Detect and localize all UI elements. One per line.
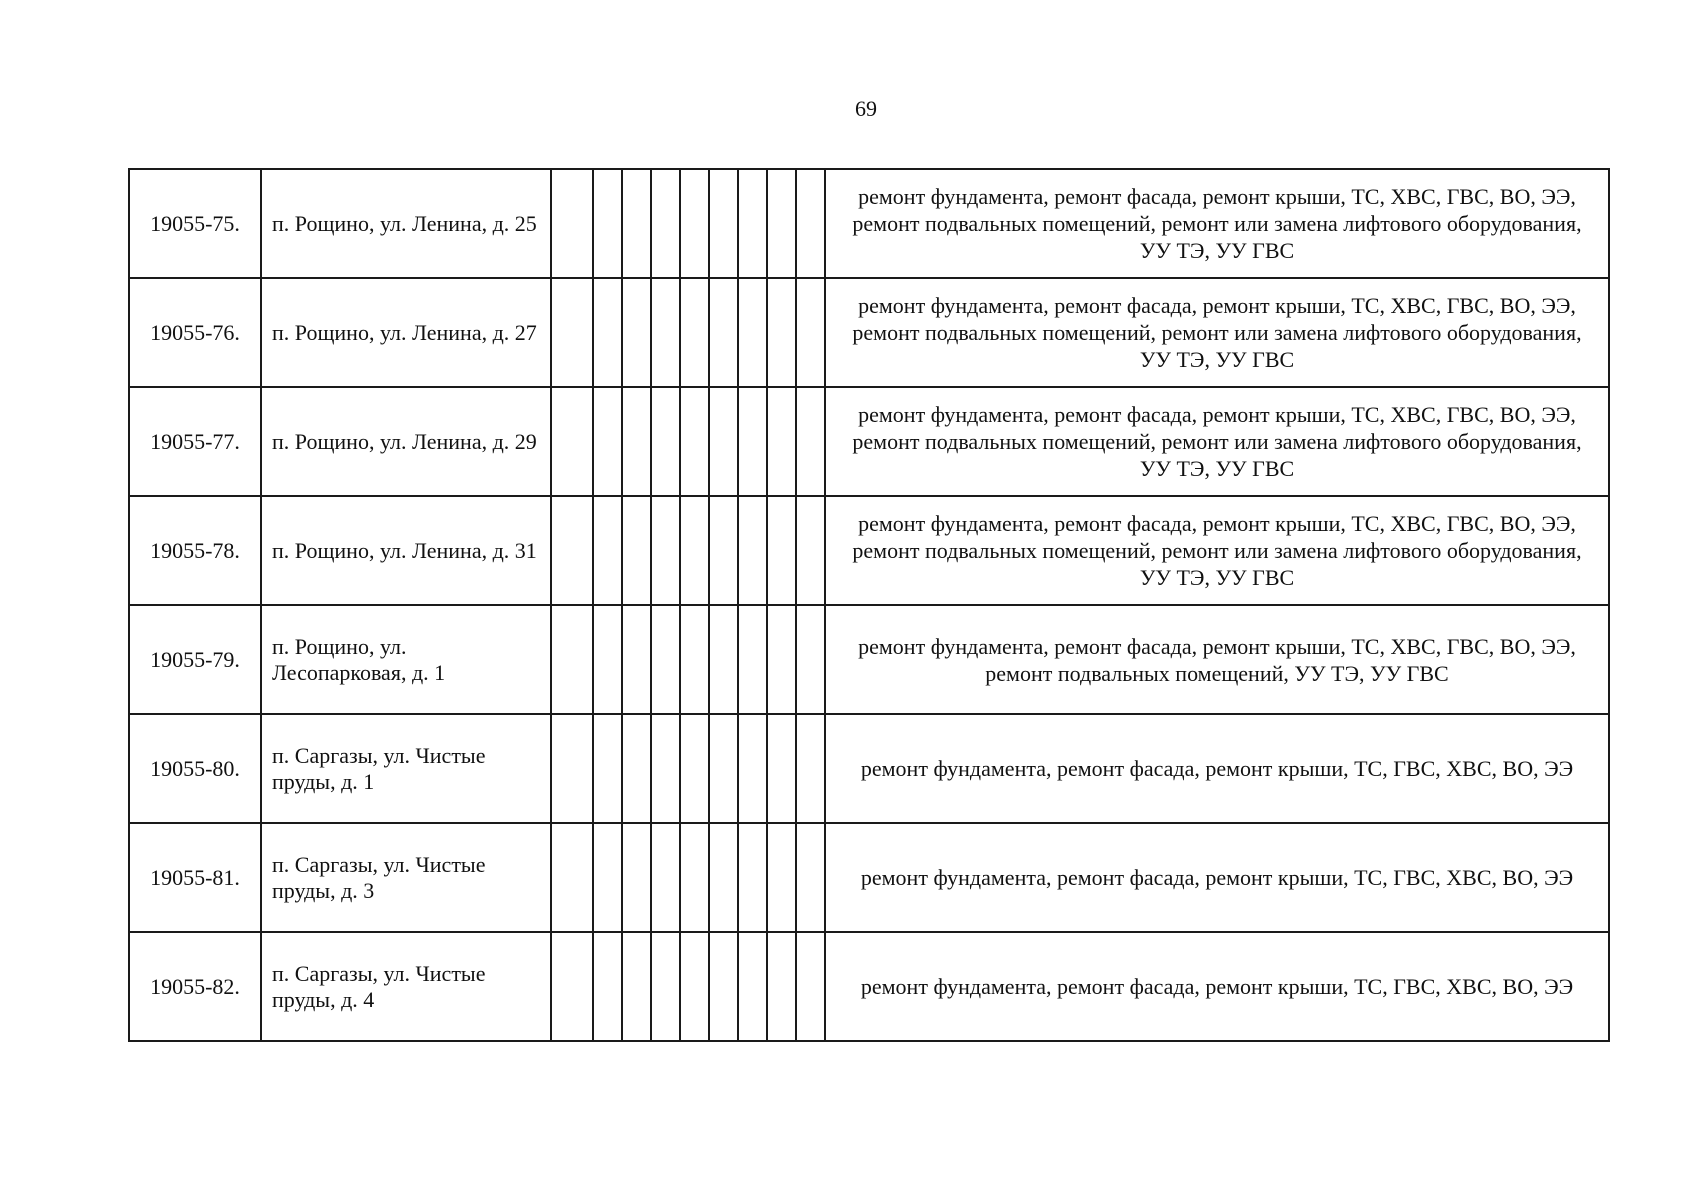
empty-cell xyxy=(651,932,680,1041)
empty-cell xyxy=(680,496,709,605)
empty-cell xyxy=(551,169,593,278)
empty-cell xyxy=(738,496,767,605)
empty-cell xyxy=(622,605,651,714)
empty-cell xyxy=(551,932,593,1041)
empty-cell xyxy=(593,169,622,278)
empty-cell xyxy=(680,823,709,932)
empty-cell xyxy=(738,605,767,714)
empty-cell xyxy=(738,823,767,932)
object-number-cell: 19055-79. xyxy=(129,605,261,714)
empty-cell xyxy=(767,823,796,932)
empty-cell xyxy=(738,278,767,387)
empty-cell xyxy=(551,714,593,823)
empty-cell xyxy=(796,932,825,1041)
object-number-cell: 19055-75. xyxy=(129,169,261,278)
empty-cell xyxy=(767,278,796,387)
empty-cell xyxy=(622,278,651,387)
empty-cell xyxy=(551,823,593,932)
empty-cell xyxy=(680,169,709,278)
page-number: 69 xyxy=(855,96,877,121)
empty-cell xyxy=(709,278,738,387)
empty-cell xyxy=(767,932,796,1041)
works-list-cell: ремонт фундамента, ремонт фасада, ремонт крыши, ТС, ХВС, ГВС, ВО, ЭЭ, ремонт подвальных помещений, ремонт или замена лифтового оборудования, УУ ТЭ, УУ ГВС xyxy=(825,278,1609,387)
empty-cell xyxy=(709,823,738,932)
empty-cell xyxy=(551,496,593,605)
address-cell: п. Рощино, ул. Лесопарковая, д. 1 xyxy=(261,605,551,714)
empty-cell xyxy=(593,496,622,605)
object-number-cell: 19055-78. xyxy=(129,496,261,605)
address-cell: п. Рощино, ул. Ленина, д. 31 xyxy=(261,496,551,605)
object-number-cell: 19055-76. xyxy=(129,278,261,387)
empty-cell xyxy=(796,387,825,496)
empty-cell xyxy=(709,605,738,714)
empty-cell xyxy=(796,278,825,387)
address-cell: п. Саргазы, ул. Чистые пруды, д. 4 xyxy=(261,932,551,1041)
empty-cell xyxy=(738,169,767,278)
empty-cell xyxy=(551,605,593,714)
empty-cell xyxy=(622,169,651,278)
empty-cell xyxy=(680,932,709,1041)
address-cell: п. Рощино, ул. Ленина, д. 27 xyxy=(261,278,551,387)
empty-cell xyxy=(767,387,796,496)
empty-cell xyxy=(593,278,622,387)
empty-cell xyxy=(593,823,622,932)
empty-cell xyxy=(796,714,825,823)
works-list-cell: ремонт фундамента, ремонт фасада, ремонт крыши, ТС, ГВС, ХВС, ВО, ЭЭ xyxy=(825,714,1609,823)
object-number-cell: 19055-77. xyxy=(129,387,261,496)
empty-cell xyxy=(651,496,680,605)
empty-cell xyxy=(622,387,651,496)
empty-cell xyxy=(593,932,622,1041)
empty-cell xyxy=(551,387,593,496)
empty-cell xyxy=(680,605,709,714)
works-list-cell: ремонт фундамента, ремонт фасада, ремонт крыши, ТС, ХВС, ГВС, ВО, ЭЭ, ремонт подвальных помещений, ремонт или замена лифтового оборудования, УУ ТЭ, УУ ГВС xyxy=(825,496,1609,605)
object-number-cell: 19055-82. xyxy=(129,932,261,1041)
object-number-cell: 19055-81. xyxy=(129,823,261,932)
empty-cell xyxy=(622,714,651,823)
object-number-cell: 19055-80. xyxy=(129,714,261,823)
empty-cell xyxy=(680,714,709,823)
table-body xyxy=(129,169,1609,1041)
empty-cell xyxy=(738,387,767,496)
empty-cell xyxy=(709,714,738,823)
empty-cell xyxy=(767,169,796,278)
empty-cell xyxy=(709,496,738,605)
table-row xyxy=(129,278,1609,387)
empty-cell xyxy=(651,823,680,932)
address-cell: п. Саргазы, ул. Чистые пруды, д. 3 xyxy=(261,823,551,932)
empty-cell xyxy=(767,605,796,714)
empty-cell xyxy=(796,496,825,605)
table-row xyxy=(129,932,1609,1041)
address-cell: п. Саргазы, ул. Чистые пруды, д. 1 xyxy=(261,714,551,823)
table-row xyxy=(129,605,1609,714)
empty-cell xyxy=(796,605,825,714)
empty-cell xyxy=(622,823,651,932)
empty-cell xyxy=(593,605,622,714)
empty-cell xyxy=(622,496,651,605)
repair-works-table xyxy=(128,168,1610,1042)
table-row xyxy=(129,823,1609,932)
empty-cell xyxy=(738,932,767,1041)
empty-cell xyxy=(651,278,680,387)
table-row xyxy=(129,169,1609,278)
works-list-cell: ремонт фундамента, ремонт фасада, ремонт крыши, ТС, ХВС, ГВС, ВО, ЭЭ, ремонт подвальных помещений, УУ ТЭ, УУ ГВС xyxy=(825,605,1609,714)
address-cell: п. Рощино, ул. Ленина, д. 25 xyxy=(261,169,551,278)
table-row xyxy=(129,496,1609,605)
empty-cell xyxy=(796,823,825,932)
empty-cell xyxy=(622,932,651,1041)
empty-cell xyxy=(551,278,593,387)
works-list-cell: ремонт фундамента, ремонт фасада, ремонт крыши, ТС, ГВС, ХВС, ВО, ЭЭ xyxy=(825,932,1609,1041)
empty-cell xyxy=(796,169,825,278)
empty-cell xyxy=(738,714,767,823)
table-row xyxy=(129,714,1609,823)
works-list-cell: ремонт фундамента, ремонт фасада, ремонт крыши, ТС, ХВС, ГВС, ВО, ЭЭ, ремонт подвальных помещений, ремонт или замена лифтового оборудования, УУ ТЭ, УУ ГВС xyxy=(825,169,1609,278)
works-list-cell: ремонт фундамента, ремонт фасада, ремонт крыши, ТС, ГВС, ХВС, ВО, ЭЭ xyxy=(825,823,1609,932)
empty-cell xyxy=(767,496,796,605)
empty-cell xyxy=(680,387,709,496)
works-list-cell: ремонт фундамента, ремонт фасада, ремонт крыши, ТС, ХВС, ГВС, ВО, ЭЭ, ремонт подвальных помещений, ремонт или замена лифтового оборудования, УУ ТЭ, УУ ГВС xyxy=(825,387,1609,496)
empty-cell xyxy=(651,169,680,278)
empty-cell xyxy=(593,387,622,496)
empty-cell xyxy=(709,932,738,1041)
empty-cell xyxy=(593,714,622,823)
address-cell: п. Рощино, ул. Ленина, д. 29 xyxy=(261,387,551,496)
empty-cell xyxy=(709,387,738,496)
empty-cell xyxy=(680,278,709,387)
table-row xyxy=(129,387,1609,496)
empty-cell xyxy=(767,714,796,823)
empty-cell xyxy=(651,605,680,714)
empty-cell xyxy=(709,169,738,278)
empty-cell xyxy=(651,714,680,823)
empty-cell xyxy=(651,387,680,496)
